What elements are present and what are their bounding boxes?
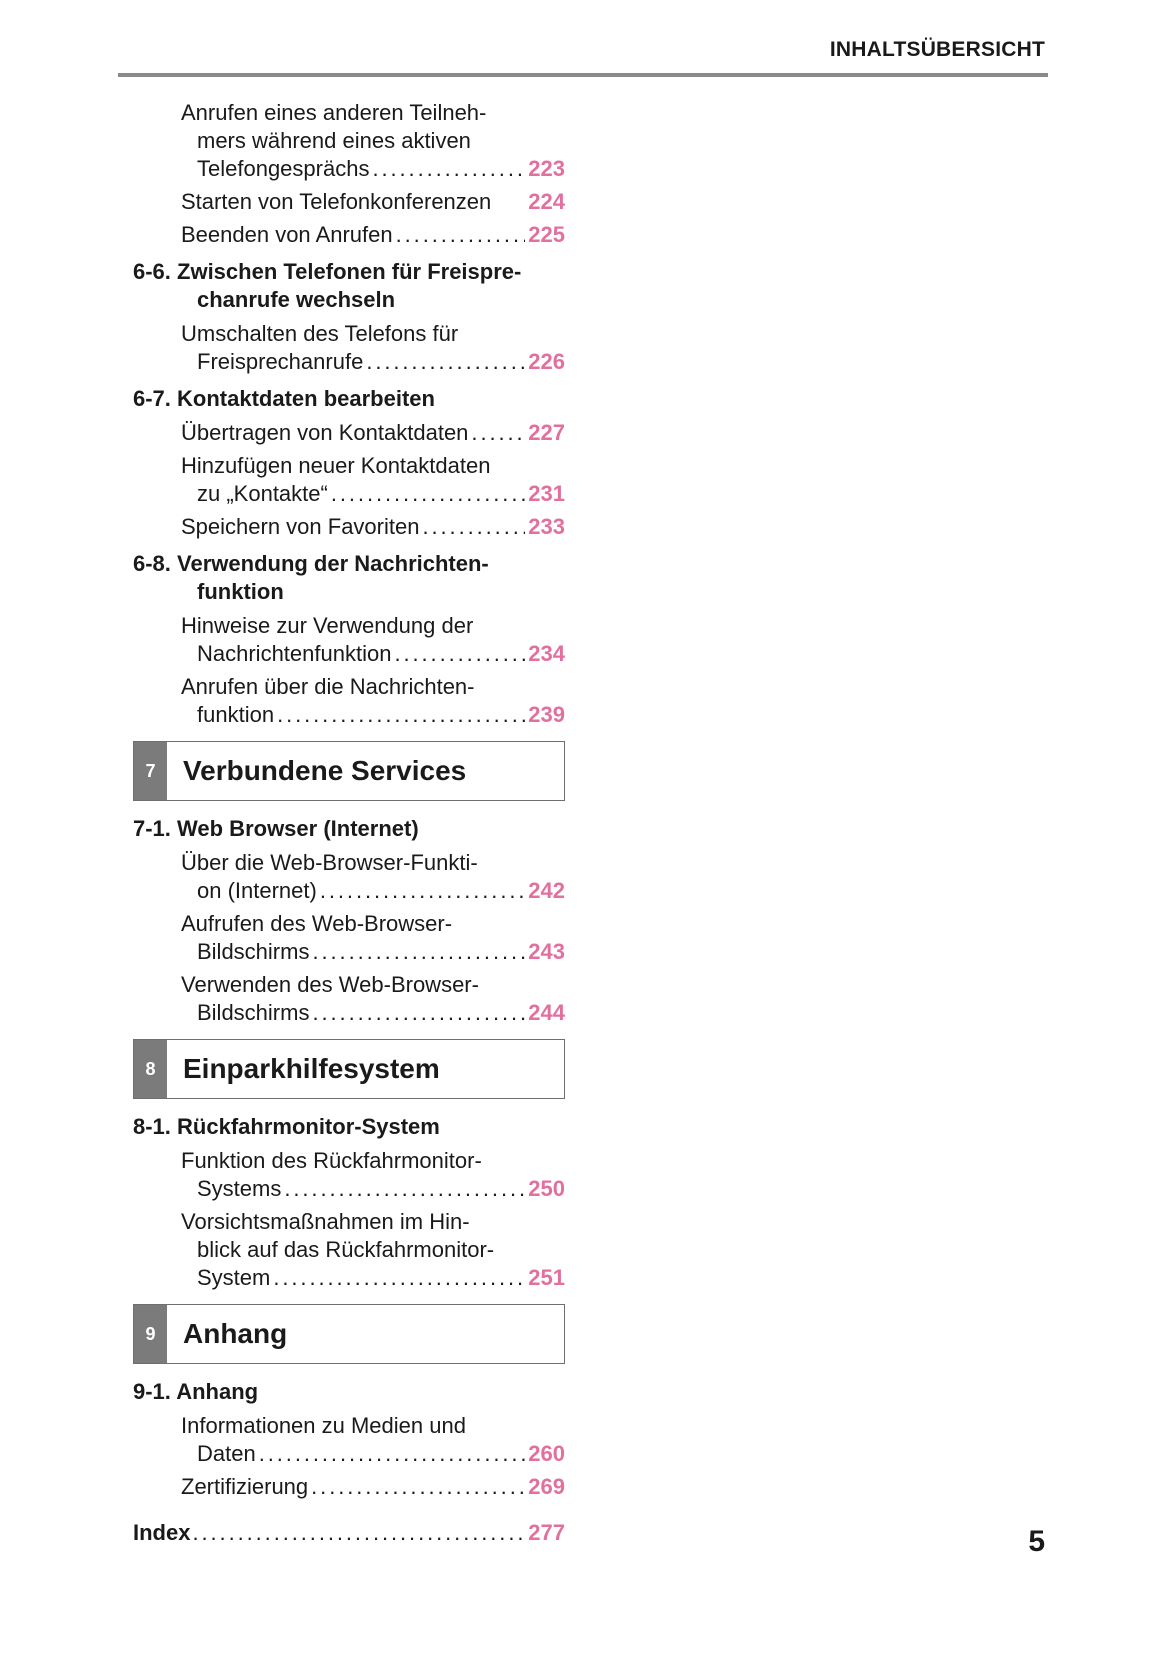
toc-entry-line bbox=[181, 612, 565, 640]
header-divider bbox=[118, 73, 1048, 77]
toc-page-number[interactable]: 227 bbox=[528, 420, 565, 445]
dot-leader bbox=[312, 999, 525, 1027]
toc-entry-line bbox=[181, 1175, 565, 1203]
toc-entry-line bbox=[181, 640, 565, 668]
chapter-title: Verbundene Services bbox=[183, 755, 467, 786]
toc-entry-text: Umschalten des Telefons für bbox=[181, 321, 459, 346]
dot-leader bbox=[273, 1264, 525, 1292]
toc-entry-text: funktion bbox=[197, 702, 275, 727]
toc-entry-line bbox=[181, 999, 565, 1027]
chapter-title: Anhang bbox=[183, 1318, 288, 1349]
toc-entry-line bbox=[181, 127, 565, 155]
chapter-header[interactable] bbox=[133, 741, 565, 801]
toc-entry-text: Starten von Telefonkonferenzen bbox=[181, 189, 492, 214]
toc-page-number[interactable]: 242 bbox=[528, 878, 565, 903]
chapter-number-tab: 7 bbox=[134, 742, 167, 800]
toc-entry-text: blick auf das Rückfahrmonitor- bbox=[197, 1237, 495, 1262]
toc-entry-line bbox=[181, 348, 565, 376]
toc-entry-text: Verwenden des Web-Browser- bbox=[181, 972, 479, 997]
table-of-contents bbox=[133, 99, 565, 1547]
toc-entry-text: Vorsichtsmaßnahmen im Hin- bbox=[181, 1209, 470, 1234]
toc-entry[interactable] bbox=[133, 221, 565, 249]
toc-page-number[interactable]: 224 bbox=[528, 189, 565, 214]
toc-page-number[interactable]: 251 bbox=[528, 1265, 565, 1290]
header-title: INHALTSÜBERSICHT bbox=[829, 38, 1045, 61]
toc-entry[interactable] bbox=[133, 99, 565, 183]
section-heading bbox=[133, 385, 565, 413]
section-heading-line: chanrufe wechseln bbox=[197, 287, 396, 312]
toc-entry[interactable] bbox=[133, 513, 565, 541]
toc-entry[interactable] bbox=[133, 849, 565, 905]
section-heading bbox=[133, 550, 565, 606]
toc-entry-line bbox=[181, 513, 565, 541]
dot-leader bbox=[277, 701, 525, 729]
toc-entry-line bbox=[181, 1147, 565, 1175]
toc-entry-text: Beenden von Anrufen bbox=[181, 222, 393, 247]
toc-entry-text: Daten bbox=[197, 1441, 256, 1466]
toc-entry-line bbox=[181, 1236, 565, 1264]
section-heading bbox=[133, 815, 565, 843]
index-label: Index bbox=[133, 1520, 191, 1545]
dot-leader bbox=[471, 419, 525, 447]
toc-entry-text: Anrufen über die Nachrichten- bbox=[181, 674, 475, 699]
toc-entry[interactable] bbox=[133, 910, 565, 966]
toc-entry-line bbox=[181, 221, 565, 249]
dot-leader bbox=[422, 513, 525, 541]
toc-page-number[interactable]: 239 bbox=[528, 702, 565, 727]
toc-entry[interactable] bbox=[133, 1208, 565, 1292]
dot-leader bbox=[366, 348, 525, 376]
toc-entry-line bbox=[181, 320, 565, 348]
toc-entry-text: Nachrichtenfunktion bbox=[197, 641, 392, 666]
toc-entry-text: System bbox=[197, 1265, 271, 1290]
toc-entry-line bbox=[181, 701, 565, 729]
toc-entry[interactable] bbox=[133, 1412, 565, 1468]
dot-leader bbox=[331, 480, 525, 508]
toc-entry-text: Zertifizierung bbox=[181, 1474, 309, 1499]
dot-leader bbox=[396, 221, 526, 249]
toc-entry-text: Hinzufügen neuer Kontaktdaten bbox=[181, 453, 491, 478]
toc-entry-text: Funktion des Rückfahrmonitor- bbox=[181, 1148, 482, 1173]
toc-entry[interactable] bbox=[133, 419, 565, 447]
toc-page-number[interactable]: 233 bbox=[528, 514, 565, 539]
chapter-number-tab: 9 bbox=[134, 1305, 167, 1363]
toc-entry-text: mers während eines aktiven bbox=[197, 128, 471, 153]
dot-leader bbox=[311, 1473, 525, 1501]
chapter-number-tab: 8 bbox=[134, 1040, 167, 1098]
toc-entry-line bbox=[181, 1264, 565, 1292]
toc-page-number[interactable]: 223 bbox=[528, 156, 565, 181]
toc-entry-line bbox=[181, 1208, 565, 1236]
toc-entry-text: zu „Kontakte“ bbox=[197, 481, 328, 506]
toc-entry-text: Systems bbox=[197, 1176, 282, 1201]
toc-entry-text: Bildschirms bbox=[197, 939, 310, 964]
toc-entry[interactable] bbox=[133, 1147, 565, 1203]
toc-entry-line bbox=[181, 1473, 565, 1501]
toc-page-number[interactable]: 277 bbox=[528, 1520, 565, 1545]
dot-leader bbox=[372, 155, 525, 183]
toc-entry-line bbox=[181, 673, 565, 701]
toc-page-number[interactable]: 269 bbox=[528, 1474, 565, 1499]
toc-entry-text: Über die Web-Browser-Funkti- bbox=[181, 850, 478, 875]
toc-entry-text: Bildschirms bbox=[197, 1000, 310, 1025]
toc-entry-text: Hinweise zur Verwendung der bbox=[181, 613, 474, 638]
page-number: 5 bbox=[1028, 1525, 1045, 1558]
toc-entry-line bbox=[181, 849, 565, 877]
section-heading-line: 6-7. Kontaktdaten bearbeiten bbox=[133, 386, 435, 411]
dot-leader bbox=[312, 938, 525, 966]
section-heading bbox=[133, 258, 565, 314]
toc-entry-text: Telefongesprächs bbox=[197, 156, 370, 181]
chapter-title: Einparkhilfesystem bbox=[183, 1053, 440, 1084]
toc-entry-text: on (Internet) bbox=[197, 878, 317, 903]
toc-page-number[interactable]: 260 bbox=[528, 1441, 565, 1466]
toc-entry-line bbox=[181, 938, 565, 966]
toc-entry[interactable] bbox=[133, 452, 565, 508]
section-heading bbox=[133, 1378, 565, 1406]
dot-leader bbox=[320, 877, 525, 905]
toc-entry-line bbox=[181, 452, 565, 480]
toc-page-number[interactable]: 244 bbox=[528, 1000, 565, 1025]
toc-entry-line bbox=[181, 910, 565, 938]
toc-entry-text: Speichern von Favoriten bbox=[181, 514, 420, 539]
toc-page-number[interactable]: 234 bbox=[528, 641, 565, 666]
toc-entry[interactable] bbox=[133, 612, 565, 668]
dot-leader bbox=[259, 1440, 526, 1468]
toc-entry-line bbox=[181, 188, 565, 216]
toc-entry[interactable] bbox=[133, 188, 565, 216]
toc-entry[interactable] bbox=[133, 971, 565, 1027]
toc-entry-line bbox=[181, 1440, 565, 1468]
toc-entry[interactable] bbox=[133, 673, 565, 729]
toc-page-number[interactable]: 226 bbox=[528, 349, 565, 374]
toc-entry-line bbox=[181, 877, 565, 905]
toc-entry[interactable] bbox=[133, 1473, 565, 1501]
section-heading-line: 9-1. Anhang bbox=[133, 1379, 259, 1404]
toc-page-number[interactable]: 231 bbox=[528, 481, 565, 506]
section-heading-line: 7-1. Web Browser (Internet) bbox=[133, 816, 419, 841]
dot-leader bbox=[394, 640, 525, 668]
dot-leader bbox=[284, 1175, 525, 1203]
toc-page-number[interactable]: 243 bbox=[528, 939, 565, 964]
section-heading-line: 6-6. Zwischen Telefonen für Freispre- bbox=[133, 259, 522, 284]
section-heading bbox=[133, 1113, 565, 1141]
toc-entry-line bbox=[181, 155, 565, 183]
toc-entry-text: Freisprechanrufe bbox=[197, 349, 364, 374]
toc-entry-text: Übertragen von Kontaktdaten bbox=[181, 420, 469, 445]
dot-leader bbox=[192, 1519, 525, 1547]
toc-entry-text: Aufrufen des Web-Browser- bbox=[181, 911, 453, 936]
toc-page-number[interactable]: 250 bbox=[528, 1176, 565, 1201]
toc-entry-line bbox=[181, 419, 565, 447]
toc-page-number[interactable]: 225 bbox=[528, 222, 565, 247]
chapter-header[interactable] bbox=[133, 1039, 565, 1099]
section-heading-line: 8-1. Rückfahrmonitor-System bbox=[133, 1114, 440, 1139]
toc-entry-line bbox=[181, 971, 565, 999]
section-heading-line: funktion bbox=[197, 579, 284, 604]
toc-entry-line bbox=[181, 99, 565, 127]
section-heading-line: 6-8. Verwendung der Nachrichten- bbox=[133, 551, 489, 576]
toc-entry-line bbox=[181, 480, 565, 508]
toc-entry-text: Anrufen eines anderen Teilneh- bbox=[181, 100, 487, 125]
chapter-header[interactable] bbox=[133, 1304, 565, 1364]
toc-entry-text: Informationen zu Medien und bbox=[181, 1413, 466, 1438]
index-entry[interactable] bbox=[133, 1519, 565, 1547]
toc-entry[interactable] bbox=[133, 320, 565, 376]
toc-entry-line bbox=[181, 1412, 565, 1440]
